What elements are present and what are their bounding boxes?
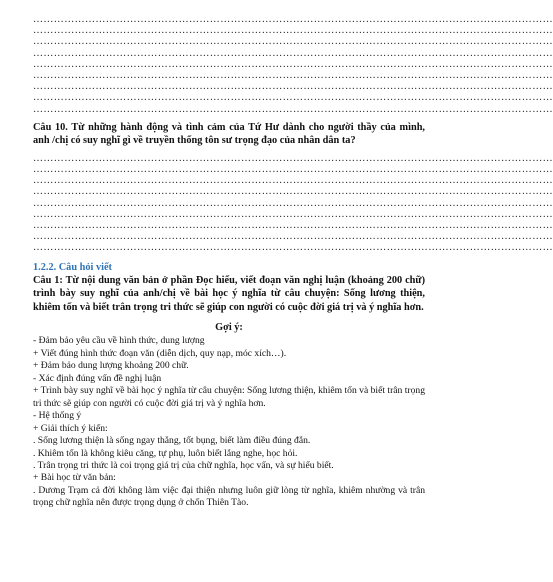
answer-line: …………………………………………………………………………………………………………………………………… — [33, 14, 553, 25]
page-content — [33, 14, 553, 510]
answer-line: …………………………………………………………………………………………………………………………………… — [33, 103, 553, 115]
answer-line: …………………………………………………………………………………………………………………………………… — [33, 36, 553, 48]
answer-line: …………………………………………………………………………………………………………………………………… — [33, 58, 553, 70]
hint-list — [33, 335, 425, 509]
writing-question: Câu 1: Từ nội dung văn bản ở phần Đọc hiểu, viết đoạn văn nghị luận (khoảng 200 chữ) trình bày suy nghĩ của anh/chị về bài học ý nghĩa từ câu chuyện: Sống lương thiện, khiêm tốn và biết trân trọng tri thức sẽ giúp con người có cuộc đời giá trị và ý nghĩa hơn. — [33, 274, 425, 313]
answer-line: …………………………………………………………………………………………………………………………………… — [33, 81, 553, 93]
hint-title: Gợi ý: — [215, 322, 243, 334]
hint-line: - Xác định đúng vấn đề nghị luận — [33, 372, 162, 384]
answer-line: …………………………………………………………………………………………………………………………………… — [33, 220, 553, 232]
hint-line: + Trình bày suy nghĩ về bài học ý nghĩa từ câu chuyện: Sống lương thiện, khiêm tốn và biết trân trọng tri thức sẽ giúp con người có cuộc đời giá trị và ý nghĩa hơn. — [33, 385, 425, 409]
hint-line: + Đảm bảo dung lượng khoảng 200 chữ. — [33, 360, 189, 372]
answer-lines-bottom — [33, 152, 553, 254]
hint-line: + Bài học từ văn bản: — [33, 472, 116, 484]
answer-line: …………………………………………………………………………………………………………………………………… — [33, 70, 553, 82]
answer-line: …………………………………………………………………………………………………………………………………… — [33, 92, 553, 104]
question-10: Câu 10. Từ những hành động và tình cảm của Tứ Hư dành cho người thầy của mình, anh /chị có suy nghĩ gì về truyền thống tôn sư trọng đạo của nhân dân ta? — [33, 121, 425, 147]
hint-line: . Khiêm tốn là không kiêu căng, tự phụ, luôn biết lắng nghe, học hỏi. — [33, 447, 298, 459]
answer-line: …………………………………………………………………………………………………………………………………… — [33, 25, 553, 37]
section-heading: 1.2.2. Câu hỏi viết — [33, 261, 112, 273]
hint-line: . Trân trọng tri thức là coi trọng giá trị của chữ nghĩa, học vấn, và sự hiểu biết. — [33, 459, 334, 471]
answer-line: …………………………………………………………………………………………………………………………………… — [33, 242, 553, 254]
answer-line: …………………………………………………………………………………………………………………………………… — [33, 47, 553, 59]
answer-lines-top — [33, 14, 553, 115]
answer-line: …………………………………………………………………………………………………………………………………… — [33, 231, 553, 243]
answer-line: …………………………………………………………………………………………………………………………………… — [33, 186, 553, 198]
answer-line: …………………………………………………………………………………………………………………………………… — [33, 197, 553, 209]
hint-line: . Sống lương thiện là sống ngay thẳng, tốt bụng, biết làm điều đúng đắn. — [33, 435, 311, 447]
hint-line: - Hệ thống ý — [33, 410, 82, 422]
hint-line: + Giải thích ý kiến: — [33, 422, 108, 434]
answer-line: …………………………………………………………………………………………………………………………………… — [33, 164, 553, 176]
hint-line: - Đảm bảo yêu cầu về hình thức, dung lượng — [33, 335, 205, 347]
answer-line: …………………………………………………………………………………………………………………………………… — [33, 152, 553, 164]
answer-line: …………………………………………………………………………………………………………………………………… — [33, 208, 553, 220]
hint-line: + Viết đúng hình thức đoạn văn (diễn dịch, quy nạp, móc xích…). — [33, 347, 287, 359]
hint-line: . Dương Trạm cả đời không làm việc đại thiện nhưng luôn giữ lòng từ nghĩa, khiêm nhường và trân trọng chữ nghĩa nên được trọng dụng ở chốn Thiên Tào. — [33, 484, 425, 509]
answer-line: …………………………………………………………………………………………………………………………………… — [33, 175, 553, 187]
